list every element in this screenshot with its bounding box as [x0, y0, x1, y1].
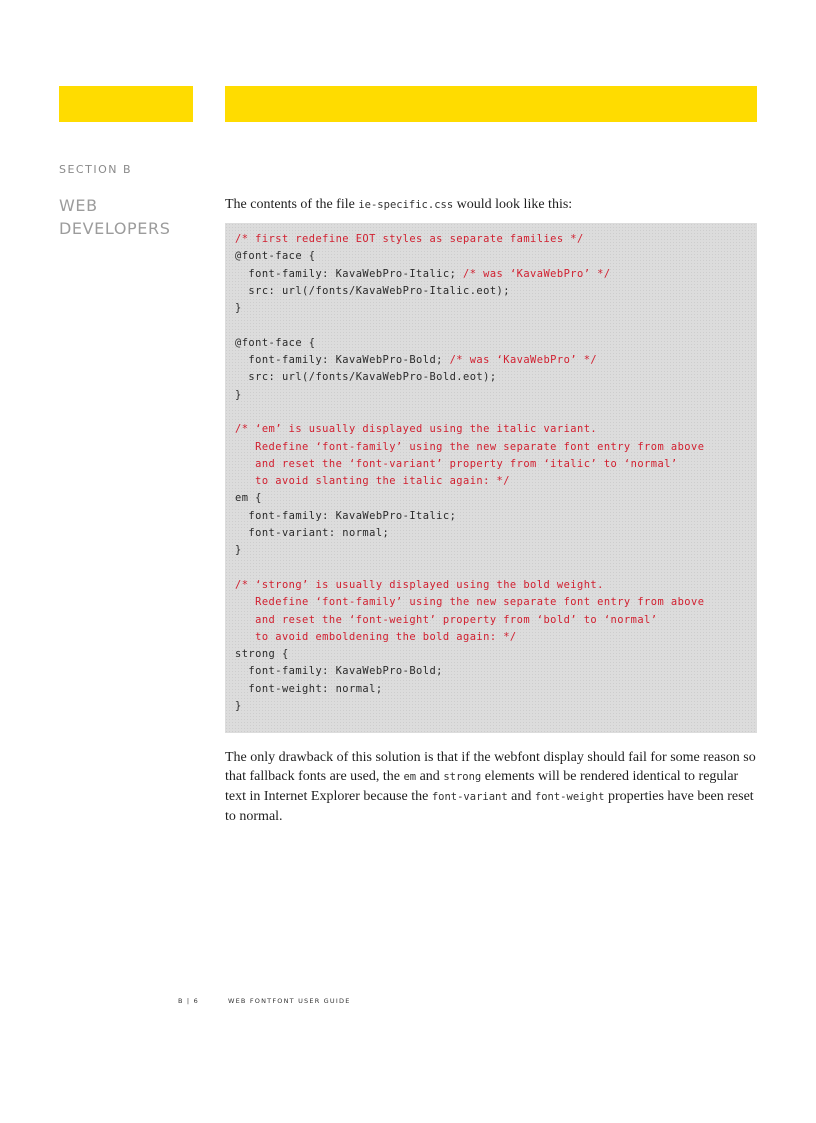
code-comment: to avoid emboldening the bold again: */ [235, 630, 517, 643]
strong-code: strong [443, 771, 482, 783]
code-line [235, 525, 747, 542]
header-accent-bar-left [59, 86, 193, 122]
code-line [235, 335, 747, 352]
code-text: } [235, 302, 242, 315]
code-comment: /* was ‘KavaWebPro’ */ [449, 354, 598, 367]
code-line [235, 266, 747, 283]
filename-code: ie-specific.css [358, 199, 454, 211]
code-text: } [235, 388, 242, 401]
code-line [235, 387, 747, 404]
outro-paragraph [225, 748, 760, 826]
code-comment: Redefine ‘font-family’ using the new separate font entry from above [235, 440, 705, 453]
code-comment: /* first redefine EOT styles as separate families */ [235, 233, 584, 245]
code-line [235, 646, 747, 663]
code-line [235, 352, 747, 369]
code-comment: Redefine ‘font-family’ using the new separate font entry from above [235, 596, 705, 609]
code-comment: to avoid slanting the italic again: */ [235, 475, 510, 488]
code-line [235, 456, 747, 473]
code-line [235, 542, 747, 559]
code-line [235, 369, 747, 386]
section-title-line-1: WEB [59, 196, 98, 215]
page-number: B | 6 [178, 997, 199, 1005]
code-comment: /* ‘em’ is usually displayed using the italic variant. [235, 423, 598, 436]
code-text: } [235, 544, 242, 557]
font-variant-code: font-variant [431, 791, 508, 803]
code-line [235, 612, 747, 629]
header-accent-bar-right [225, 86, 757, 122]
code-block [225, 223, 757, 733]
outro-text-1: The only drawback of this solution is that if the webfont display should fail for some reason so that fallback fonts are used, the [225, 750, 756, 784]
code-line [235, 577, 747, 594]
code-line [235, 508, 747, 525]
code-text: font-family: KavaWebPro-Italic; [235, 509, 457, 522]
section-title-line-2: DEVELOPERS [59, 219, 171, 238]
intro-text-before: The contents of the file [225, 197, 359, 212]
code-comment: /* was ‘KavaWebPro’ */ [463, 267, 611, 280]
code-comment: /* ‘strong’ is usually displayed using the bold weight. [235, 578, 604, 591]
code-line [235, 473, 747, 490]
code-text: font-family: KavaWebPro-Bold; [235, 354, 450, 367]
code-comment: and reset the ‘font-variant’ property from ‘italic’ to ‘normal’ [235, 457, 678, 470]
code-comment: and reset the ‘font-weight’ property from ‘bold’ to ‘normal’ [235, 613, 658, 626]
code-text: @font-face { [235, 250, 316, 263]
intro-text-after: would look like this: [453, 197, 573, 212]
code-line [235, 681, 747, 698]
code-line [235, 439, 747, 456]
code-line [235, 231, 747, 248]
code-line [235, 248, 747, 265]
code-line [235, 300, 747, 317]
code-text: src: url(/fonts/KavaWebPro-Italic.eot); [235, 284, 510, 297]
footer-title: WEB FONTFONT USER GUIDE [228, 997, 351, 1005]
code-line [235, 421, 747, 438]
font-weight-code: font-weight [534, 791, 605, 803]
code-line [235, 629, 747, 646]
section-label: SECTION B [59, 163, 133, 176]
code-line [235, 560, 747, 577]
outro-text-5: properties have been reset to normal. [225, 789, 754, 824]
intro-paragraph [225, 196, 757, 214]
code-line [235, 404, 747, 421]
section-title [59, 194, 209, 240]
code-line [235, 490, 747, 507]
code-text: strong { [235, 648, 289, 661]
em-code: em [403, 771, 417, 783]
code-line [235, 663, 747, 680]
code-text: @font-face { [235, 336, 316, 349]
outro-text-2: and [416, 769, 444, 784]
code-text: em { [235, 492, 262, 505]
code-line [235, 594, 747, 611]
code-line [235, 698, 747, 715]
code-text: font-family: KavaWebPro-Italic; [235, 267, 463, 280]
code-text: font-weight: normal; [235, 682, 383, 695]
code-line [235, 283, 747, 300]
code-text: font-variant: normal; [235, 527, 390, 540]
code-line [235, 317, 747, 334]
outro-text-4: and [507, 789, 535, 804]
outro-text-3: elements will be rendered identical to regular text in Internet Explorer because the [225, 769, 739, 804]
code-text: font-family: KavaWebPro-Bold; [235, 665, 443, 678]
code-text: src: url(/fonts/KavaWebPro-Bold.eot); [235, 371, 497, 384]
code-text: } [235, 700, 242, 713]
